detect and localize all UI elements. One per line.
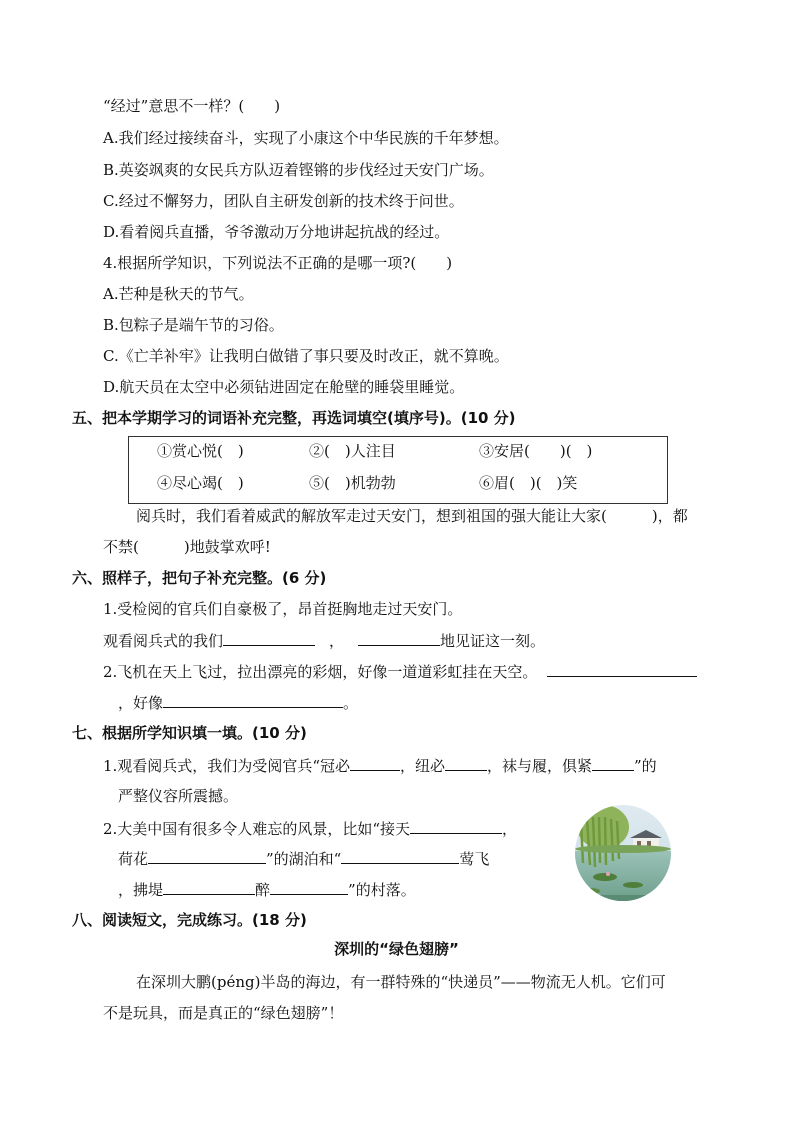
- q3-option-c: C.经过不懈努力，团队自主研发创新的技术终于问世。: [103, 192, 464, 210]
- section6-item1-text-c: 地见证这一刻。: [440, 632, 546, 650]
- q3-option-d: D.看着阅兵直播，爷爷激动万分地讲起抗战的经过。: [103, 223, 450, 241]
- section6-item1-answer: [103, 630, 545, 651]
- section7-item1-text-c: ，袜与履，俱紧: [487, 757, 593, 775]
- word-item-1: ①赏心悦( ): [157, 442, 244, 460]
- section6-item2-answer: [118, 692, 358, 713]
- answer-blank[interactable]: [592, 755, 634, 771]
- word-item-3: ③安居( )( ): [479, 442, 593, 460]
- section7-item1-line1: [103, 755, 657, 776]
- section7-heading: 七、根据所学知识填一填。(10 分): [72, 724, 307, 742]
- section7-item2-text-e: 莺飞: [459, 850, 490, 868]
- q4-option-c: C.《亡羊补牢》让我明白做错了事只要及时改正，就不算晚。: [103, 347, 509, 365]
- answer-blank[interactable]: [163, 692, 343, 708]
- section7-item2-text-d: ”的湖泊和“: [266, 850, 342, 868]
- word-box: [128, 436, 668, 504]
- word-item-5: ⑤( )机勃勃: [309, 474, 396, 492]
- section5-passage-line2: 不禁( )地鼓掌欢呼!: [103, 538, 271, 556]
- q4-option-a: A.芒种是秋天的节气。: [103, 285, 254, 303]
- section7-item2-text-h: ”的村落。: [348, 881, 416, 899]
- section6-item2-text-a: ，好像: [118, 694, 164, 712]
- section7-item2-text-a: 2.大美中国有很多令人难忘的风景，比如“接天: [103, 820, 410, 838]
- section7-item1-text-d: ”的: [634, 757, 657, 775]
- word-item-4: ④尽心竭( ): [157, 474, 244, 492]
- section7-item2-line2: [118, 848, 489, 869]
- answer-blank[interactable]: [341, 848, 459, 864]
- word-item-6: ⑥眉( )( )笑: [479, 474, 578, 492]
- section6-item2-text-b: 。: [343, 694, 359, 712]
- section6-heading: 六、照样子，把句子补充完整。(6 分): [72, 569, 327, 587]
- section6-item1-text-a: 观看阅兵式的我们: [103, 632, 224, 650]
- answer-blank[interactable]: [547, 661, 697, 677]
- section7-item2-line3: [118, 879, 416, 900]
- answer-blank[interactable]: [445, 755, 487, 771]
- reading-paragraph-line1: 在深圳大鹏(péng)半岛的海边，有一群特殊的“快递员”——物流无人机。它们可: [136, 973, 666, 991]
- answer-blank[interactable]: [410, 818, 502, 834]
- section7-item2-text-c: 荷花: [118, 850, 149, 868]
- q3-option-a: A.我们经过接续奋斗，实现了小康这个中华民族的千年梦想。: [103, 129, 509, 147]
- reading-paragraph-line2: 不是玩具，而是真正的“绿色翅膀”！: [103, 1004, 344, 1022]
- section6-item2-text: 2.飞机在天上飞过，拉出漂亮的彩烟，好像一道道彩虹挂在天空。: [103, 663, 538, 681]
- q4-option-d: D.航天员在太空中必须钻进固定在舱壁的睡袋里睡觉。: [103, 378, 465, 396]
- answer-blank[interactable]: [358, 630, 440, 646]
- answer-blank[interactable]: [148, 848, 266, 864]
- reading-title: 深圳的“绿色翅膀”: [334, 940, 459, 958]
- section5-heading: 五、把本学期学习的词语补充完整，再选词填空(填序号)。(10 分): [72, 409, 516, 427]
- q3-option-b: B.英姿飒爽的女民兵方队迈着铿锵的步伐经过天安门广场。: [103, 161, 494, 179]
- section8-heading: 八、阅读短文，完成练习。(18 分): [72, 911, 307, 929]
- lake-willow-illustration: [575, 805, 671, 901]
- answer-blank[interactable]: [223, 630, 315, 646]
- word-item-2: ②( )人注目: [309, 442, 396, 460]
- section6-item1-text-b: ，: [329, 632, 345, 650]
- q3-stem-tail: “经过”意思不一样？( ): [103, 97, 281, 115]
- answer-blank[interactable]: [163, 879, 255, 895]
- section7-item2-text-g: 醉: [255, 881, 271, 899]
- answer-blank[interactable]: [350, 755, 400, 771]
- section7-item1-text-a: 1.观看阅兵式，我们为受阅官兵“冠必: [103, 757, 350, 775]
- section5-passage-line1: 阅兵时，我们看着威武的解放军走过天安门，想到祖国的强大能让大家( )，都: [136, 507, 688, 525]
- section6-item2-example: [103, 661, 697, 682]
- section7-item2-text-f: ，拂堤: [118, 881, 164, 899]
- section7-item1-text-b: ，纽必: [399, 757, 445, 775]
- q4-option-b: B.包粽子是端午节的习俗。: [103, 316, 284, 334]
- answer-blank[interactable]: [270, 879, 348, 895]
- section7-item2-line1: [103, 818, 517, 839]
- section7-item1-line2: 严整仪容所震撼。: [118, 787, 239, 805]
- q4-stem: 4.根据所学知识，下列说法不正确的是哪一项?( ): [103, 254, 453, 272]
- section6-item1-example: 1.受检阅的官兵们自豪极了，昂首挺胸地走过天安门。: [103, 600, 463, 618]
- section7-item2-text-b: ，: [501, 820, 517, 838]
